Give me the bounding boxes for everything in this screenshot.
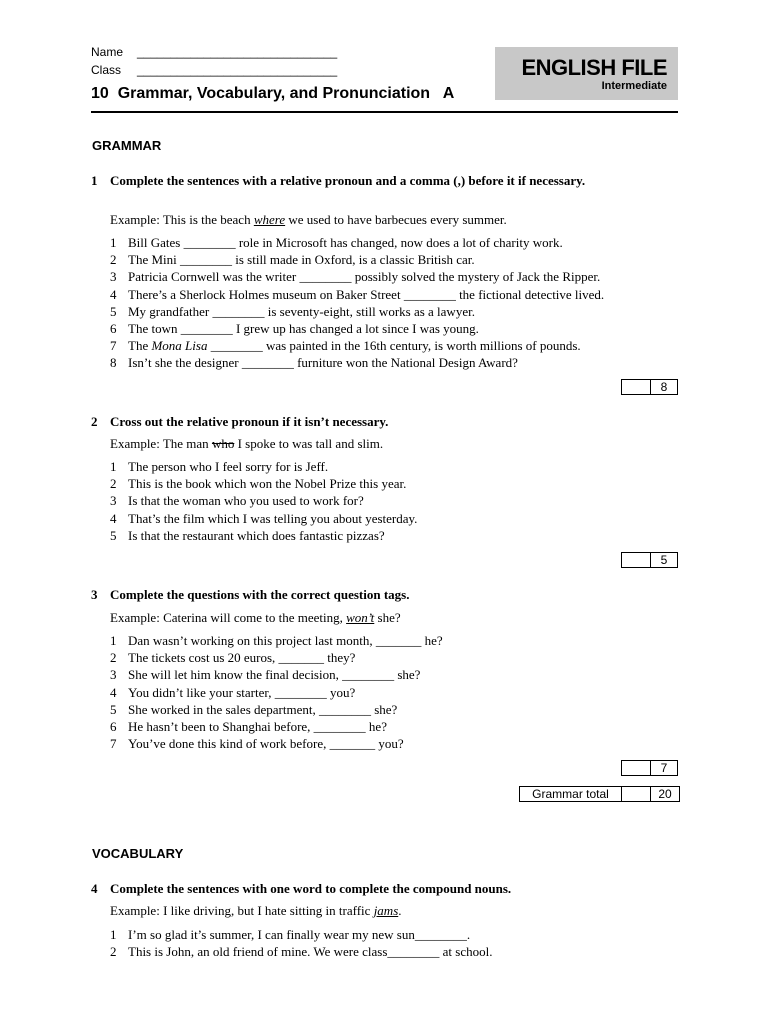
example-text: I spoke to was tall and slim. [237, 436, 384, 451]
list-item[interactable] [110, 718, 443, 735]
example-text: The man [162, 436, 209, 451]
q3-example [110, 610, 401, 626]
item-number: 1 [110, 927, 117, 942]
item-text: Isn’t she the designer ________ furniture won the National Design Award? [128, 355, 518, 371]
q2-heading [91, 413, 631, 430]
item-text: He hasn’t been to Shanghai before, ________ he? [128, 718, 387, 734]
item-number: 5 [110, 701, 117, 717]
example-label: Example: [110, 436, 160, 451]
grammar-total-max: 20 [658, 787, 672, 801]
score-max: 5 [660, 553, 668, 567]
q3-number: 3 [91, 587, 98, 602]
q3-instruction: Complete the questions with the correct question tags. [110, 587, 410, 602]
list-item[interactable] [110, 303, 604, 320]
name-field[interactable] [91, 45, 337, 59]
q2-instruction: Cross out the relative pronoun if it isn’t necessary. [110, 414, 389, 429]
score-max: 8 [660, 380, 668, 394]
list-item[interactable] [110, 354, 604, 371]
q1-heading [91, 172, 631, 189]
item-number: 3 [110, 269, 117, 285]
item-text: I’m so glad it’s summer, I can finally wear my new sun________. [128, 927, 471, 942]
q2-number: 2 [91, 414, 98, 429]
class-field[interactable] [91, 63, 337, 77]
item-text: The Mini ________ is still made in Oxford, is a classic British car. [128, 252, 475, 268]
item-text: This is John, an old friend of mine. We were class________ at school. [128, 944, 493, 960]
grammar-total-input[interactable] [622, 787, 651, 801]
q3-items [110, 632, 443, 752]
example-label: Example: [110, 610, 160, 625]
example-struck: who [211, 436, 235, 451]
q4-instruction: Complete the sentences with one word to complete the compound nouns. [110, 881, 512, 896]
score-input[interactable] [622, 380, 651, 394]
q1-items [110, 234, 604, 372]
list-item[interactable] [110, 926, 492, 943]
score-max: 7 [660, 761, 668, 775]
q4-number: 4 [91, 881, 98, 896]
header-rule [91, 111, 678, 113]
grammar-total-row [519, 786, 680, 802]
english-file-logo [495, 47, 678, 100]
score-input[interactable] [622, 553, 651, 567]
list-item[interactable] [110, 632, 443, 649]
item-text: Dan wasn’t working on this project last month, _______ he? [128, 633, 443, 648]
logo-title: ENGLISH FILE [521, 55, 667, 80]
item-number: 1 [110, 459, 117, 474]
q2-score-box [621, 552, 678, 568]
item-text: You didn’t like your starter, ________ you? [128, 684, 356, 700]
q1-score-box [621, 379, 678, 395]
example-text: . [398, 903, 402, 918]
item-text: The town ________ I grew up has changed a lot since I was young. [128, 320, 479, 336]
item-text: There’s a Sherlock Holmes museum on Baker Street ________ the fictional detective lived. [128, 286, 605, 302]
example-text: I like driving, but I hate sitting in traffic [163, 903, 371, 918]
list-item[interactable] [110, 458, 417, 475]
item-number: 3 [110, 667, 117, 683]
list-item[interactable] [110, 510, 417, 527]
name-label: Name [91, 45, 124, 59]
vocabulary-heading: VOCABULARY [92, 846, 184, 861]
item-text: She will let him know the final decision, ________ she? [128, 667, 421, 683]
item-number: 2 [110, 476, 117, 492]
list-item[interactable] [110, 251, 604, 268]
item-text: The tickets cost us 20 euros, _______ they? [128, 650, 356, 666]
class-line[interactable]: ______________________________ [137, 63, 338, 77]
list-item[interactable] [110, 649, 443, 666]
item-text: My grandfather ________ is seventy-eight, still works as a lawyer. [128, 303, 475, 319]
list-item[interactable] [110, 337, 604, 354]
example-answer: where [253, 212, 286, 227]
item-number: 4 [110, 286, 117, 302]
item-number: 2 [110, 650, 117, 666]
q1-instruction: Complete the sentences with a relative pronoun and a comma (,) before it if necessary. [110, 173, 586, 188]
item-number: 4 [110, 684, 117, 700]
list-item[interactable] [110, 234, 604, 251]
list-item[interactable] [110, 943, 492, 960]
q3-heading [91, 586, 631, 603]
example-answer: won’t [346, 610, 375, 625]
logo-subtitle: Intermediate [601, 80, 667, 92]
list-item[interactable] [110, 684, 443, 701]
item-number: 5 [110, 303, 117, 319]
list-item[interactable] [110, 320, 604, 337]
example-answer: jams [373, 903, 399, 918]
item-number: 6 [110, 320, 117, 336]
list-item[interactable] [110, 527, 417, 544]
list-item[interactable] [110, 268, 604, 285]
item-number: 7 [110, 736, 117, 752]
item-text: ________ was painted in the 16th century, is worth millions of pounds. [210, 338, 581, 354]
item-number: 2 [110, 252, 117, 268]
item-italic-text: Mona Lisa [151, 338, 208, 354]
list-item[interactable] [110, 666, 443, 683]
item-text: You’ve done this kind of work before, _______ you? [128, 736, 404, 752]
item-number: 8 [110, 355, 117, 371]
item-number: 1 [110, 633, 117, 648]
item-number: 2 [110, 944, 117, 960]
item-text: The person who I feel sorry for is Jeff. [128, 459, 329, 474]
example-text: This is the beach [162, 212, 251, 227]
example-text: Caterina will come to the meeting, [163, 610, 343, 625]
list-item[interactable] [110, 735, 443, 752]
example-text: we used to have barbecues every summer. [288, 212, 507, 227]
class-label: Class [91, 63, 122, 77]
list-item[interactable] [110, 286, 604, 303]
q4-items [110, 926, 492, 960]
grammar-total-label: Grammar total [520, 787, 622, 801]
item-number: 1 [110, 235, 117, 250]
item-text: That’s the film which I was telling you about yesterday. [128, 510, 418, 526]
score-input[interactable] [622, 761, 651, 775]
item-text: Is that the woman who you used to work for? [128, 493, 364, 509]
item-number: 3 [110, 493, 117, 509]
item-number: 7 [110, 338, 117, 354]
item-text: Patricia Cornwell was the writer ________ possibly solved the mystery of Jack the Ripper. [128, 269, 601, 285]
item-text: Bill Gates ________ role in Microsoft has changed, now does a lot of charity work. [128, 235, 563, 250]
page-title: 10 Grammar, Vocabulary, and Pronunciation A [91, 85, 455, 102]
q4-heading [91, 880, 631, 897]
item-text: She worked in the sales department, ________ she? [128, 701, 398, 717]
item-number: 4 [110, 510, 117, 526]
q1-example [110, 212, 507, 228]
q2-items [110, 458, 417, 544]
q4-example [110, 903, 402, 919]
example-label: Example: [110, 903, 160, 918]
item-text: The [128, 338, 149, 354]
q2-example [110, 436, 383, 452]
list-item[interactable] [110, 475, 417, 492]
item-text: Is that the restaurant which does fantastic pizzas? [128, 527, 385, 543]
grammar-heading: GRAMMAR [92, 138, 162, 153]
example-label: Example: [110, 212, 160, 227]
item-text: This is the book which won the Nobel Prize this year. [128, 476, 407, 492]
example-text: she? [377, 610, 401, 625]
item-number: 6 [110, 718, 117, 734]
list-item[interactable] [110, 492, 417, 509]
q1-number: 1 [91, 173, 98, 188]
q3-score-box [621, 760, 678, 776]
item-number: 5 [110, 527, 117, 543]
name-line[interactable]: ______________________________ [137, 45, 338, 59]
list-item[interactable] [110, 701, 443, 718]
